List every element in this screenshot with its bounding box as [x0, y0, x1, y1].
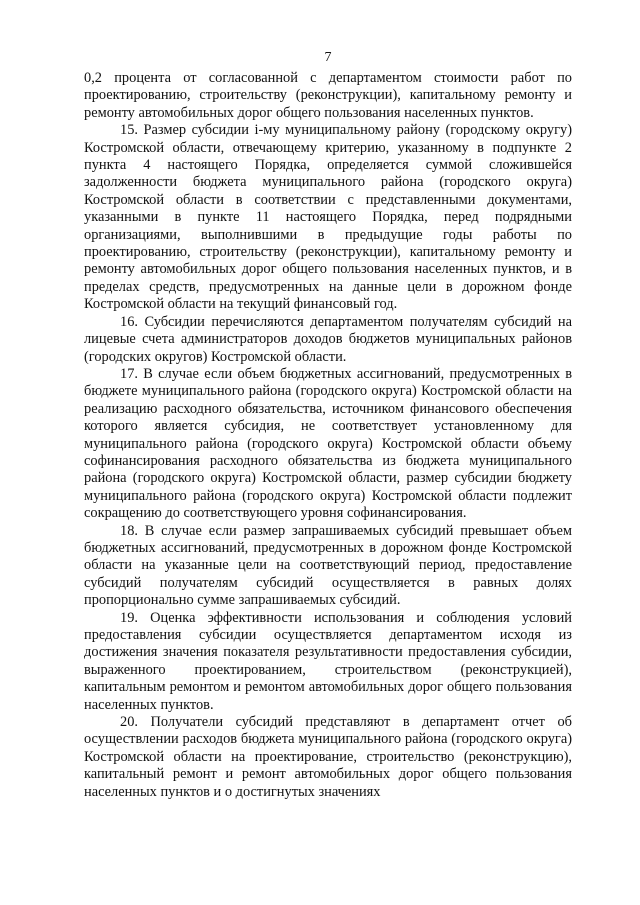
paragraph-16: 16. Субсидии перечисляются департаментом получателям субсидий на лицевые счета администраторов доходов бюджетов муниципальных районов (городских округов) Костромской области. — [84, 313, 572, 365]
paragraph-continuation: 0,2 процента от согласованной с департаментом стоимости работ по проектированию, строительству (реконструкции), капитальному ремонту и ремонту автомобильных дорог общего пользования населенных пунктов. — [84, 70, 572, 121]
paragraph-15: 15. Размер субсидии i-му муниципальному району (городскому округу) Костромской области, отвечающему критерию, указанному в подпункте 2 пункта 4 настоящего Порядка, определяется суммой сложившейся задолженности бюджета муниципального района (городского округа) Костромской области в соответствии с представленными документами, указанными в пункте 11 настоящего Порядка, перед подрядными организациями, выполнившими в предыдущие годы работы по проектированию, строительству (реконструкции), капитальному ремонту и ремонту автомобильных дорог общего пользования населенных пунктов, и в пределах средств, предусмотренных на данные цели в дорожном фонде Костромской области на текущий финансовый год. — [84, 122, 572, 313]
paragraph-17: 17. В случае если объем бюджетных ассигнований, предусмотренных в бюджете муниципального района (городского округа) Костромской области на реализацию расходного обязательства, источником финансового обеспечения которого является субсидия, не соответствует установленному для муниципального района (городского округа) Костромской области объему софинансирования расходного обязательства из бюджета муниципального района (городского округа) Костромской области, размер субсидии бюджету муниципального района (городского округа) Костромской области подлежит сокращению до соответствующего уровня софинансирования. — [84, 365, 572, 522]
page-number: 7 — [324, 50, 332, 65]
paragraph-19: 19. Оценка эффективности использования и соблюдения условий предоставления субсидии осуществляется департаментом исходя из достижения значения показателя результативности предоставления субсидии, выраженного проектированием, строительством (реконструкцией), капитальным ремонтом и ремонтом автомобильных дорог общего пользования населенных пунктов. — [84, 609, 572, 713]
paragraph-20: 20. Получатели субсидий представляют в департамент отчет об осуществлении расходов бюджета муниципального района (городского округа) Костромской области на проектирование, строительство (реконструкцию), капитальный ремонт и ремонт автомобильных дорог общего пользования населенных пунктов и о достигнутых значениях — [84, 714, 572, 800]
document-page — [84, 50, 572, 801]
paragraph-18: 18. В случае если размер запрашиваемых субсидий превышает объем бюджетных ассигнований, предусмотренных в дорожном фонде Костромской области на указанные цели на соответствующий период, предоставление субсидий получателям субсидий осуществляется в равных долях пропорционально сумме запрашиваемых субсидий. — [84, 522, 572, 609]
